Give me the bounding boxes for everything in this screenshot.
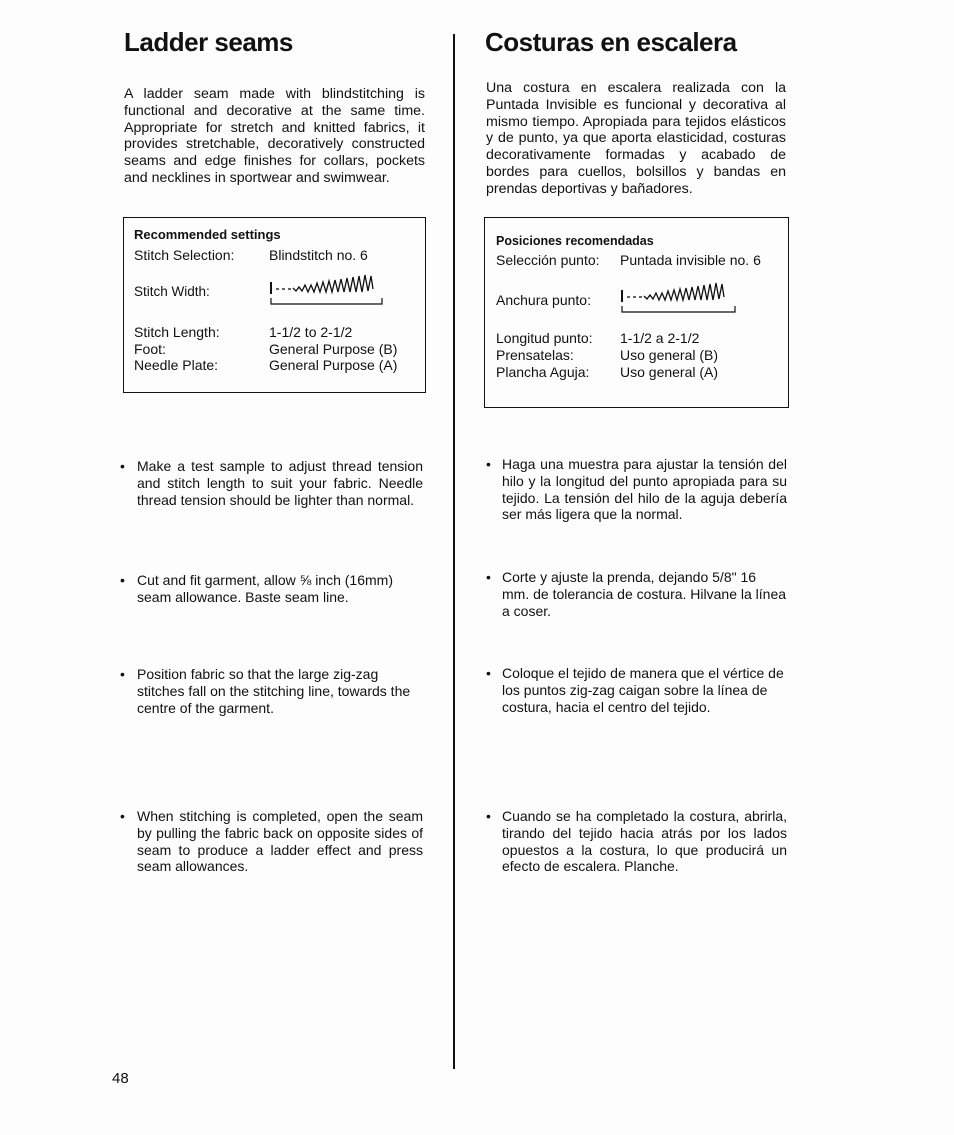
stitch-width-label: Anchura punto: — [496, 292, 591, 308]
stitch-length-label: Stitch Length: — [134, 324, 220, 340]
page-title-english: Ladder seams — [124, 27, 293, 57]
bullet-dot: • — [486, 569, 491, 585]
foot-label: Prensatelas: — [496, 347, 574, 363]
needle-plate-value: Uso general (A) — [620, 364, 719, 380]
stitch-selection-value: Puntada invisible no. 6 — [620, 252, 761, 268]
stitch-selection-value: Blindstitch no. 6 — [269, 247, 368, 263]
bullet-dot: • — [120, 458, 125, 474]
intro-paragraph-spanish: Una costura en escalera realizada con la Puntada Invisible es funcional y decorativa al mismo tiempo. Apropiada para tejidos elásticos y de punto, ya que aporta elasticidad, costuras decorativamente formadas y acabado de bordes para cuellos, bolsillos y bandas en prendas deportivas y bañadores. — [486, 80, 786, 197]
stitch-selection-label: Stitch Selection: — [134, 247, 235, 263]
page-title-spanish: Costuras en escalera — [485, 27, 737, 57]
settings-box-spanish — [484, 217, 789, 408]
stitch-width-diagram-icon — [269, 270, 389, 310]
needle-plate-label: Plancha Aguja: — [496, 364, 590, 380]
settings-title: Recommended settings — [134, 227, 281, 242]
list-item: Coloque el tejido de manera que el vértice de los puntos zig-zag caigan sobre la línea de costura, hacia el centro del tejido. — [502, 665, 784, 715]
list-item: Cuando se ha completado la costura, abrirla, tirando del tejido hacia atrás por los lados opuestos a la costura, lo que producirá un efecto de escalera. Planche. — [502, 808, 787, 875]
foot-label: Foot: — [134, 341, 166, 357]
bullet-dot: • — [486, 456, 491, 472]
bullet-dot: • — [120, 666, 125, 682]
list-item: Corte y ajuste la prenda, dejando 5/8" 16 mm. de tolerancia de costura. Hilvane la línea a coser. — [502, 569, 787, 619]
column-divider — [453, 34, 455, 1069]
stitch-width-diagram-icon — [620, 280, 740, 320]
settings-title: Posiciones recomendadas — [496, 234, 654, 248]
needle-plate-label: Needle Plate: — [134, 357, 219, 373]
intro-paragraph-english: A ladder seam made with blindstitching is functional and decorative at the same time. Appropriate for stretch and knitted fabrics, it provides stretchable, decoratively constructed seams and edge finishes for collars, pockets and necklines in sportwear and swimwear. — [124, 86, 425, 186]
stitch-length-value: 1-1/2 a 2-1/2 — [620, 330, 700, 346]
needle-plate-value: General Purpose (A) — [269, 357, 398, 373]
bullet-dot: • — [120, 808, 125, 824]
settings-box-english — [123, 217, 426, 393]
list-item: Make a test sample to adjust thread tension and stitch length to suit your fabric. Needle thread tension should be lighter than normal. — [137, 458, 423, 508]
bullet-dot: • — [120, 572, 125, 588]
stitch-length-label: Longitud punto: — [496, 330, 593, 346]
list-item: When stitching is completed, open the seam by pulling the fabric back on opposite sides of seam to produce a ladder effect and press seam allowances. — [137, 808, 423, 875]
stitch-selection-label: Selección punto: — [496, 252, 600, 268]
list-item: Cut and fit garment, allow ⅝ inch (16mm) seam allowance. Baste seam line. — [137, 572, 393, 605]
page-number: 48 — [112, 1070, 129, 1087]
stitch-width-label: Stitch Width: — [134, 284, 210, 299]
list-item: Position fabric so that the large zig-zag stitches fall on the stitching line, towards the centre of the garment. — [137, 666, 411, 716]
foot-value: General Purpose (B) — [269, 341, 398, 357]
list-item: Haga una muestra para ajustar la tensión del hilo y la longitud del punto apropiada para su tejido. La tensión del hilo de la aguja debería ser más ligera que la normal. — [502, 456, 787, 523]
foot-value: Uso general (B) — [620, 347, 719, 363]
bullet-dot: • — [486, 665, 491, 681]
bullet-dot: • — [486, 808, 491, 824]
stitch-length-value: 1-1/2 to 2-1/2 — [269, 324, 353, 340]
